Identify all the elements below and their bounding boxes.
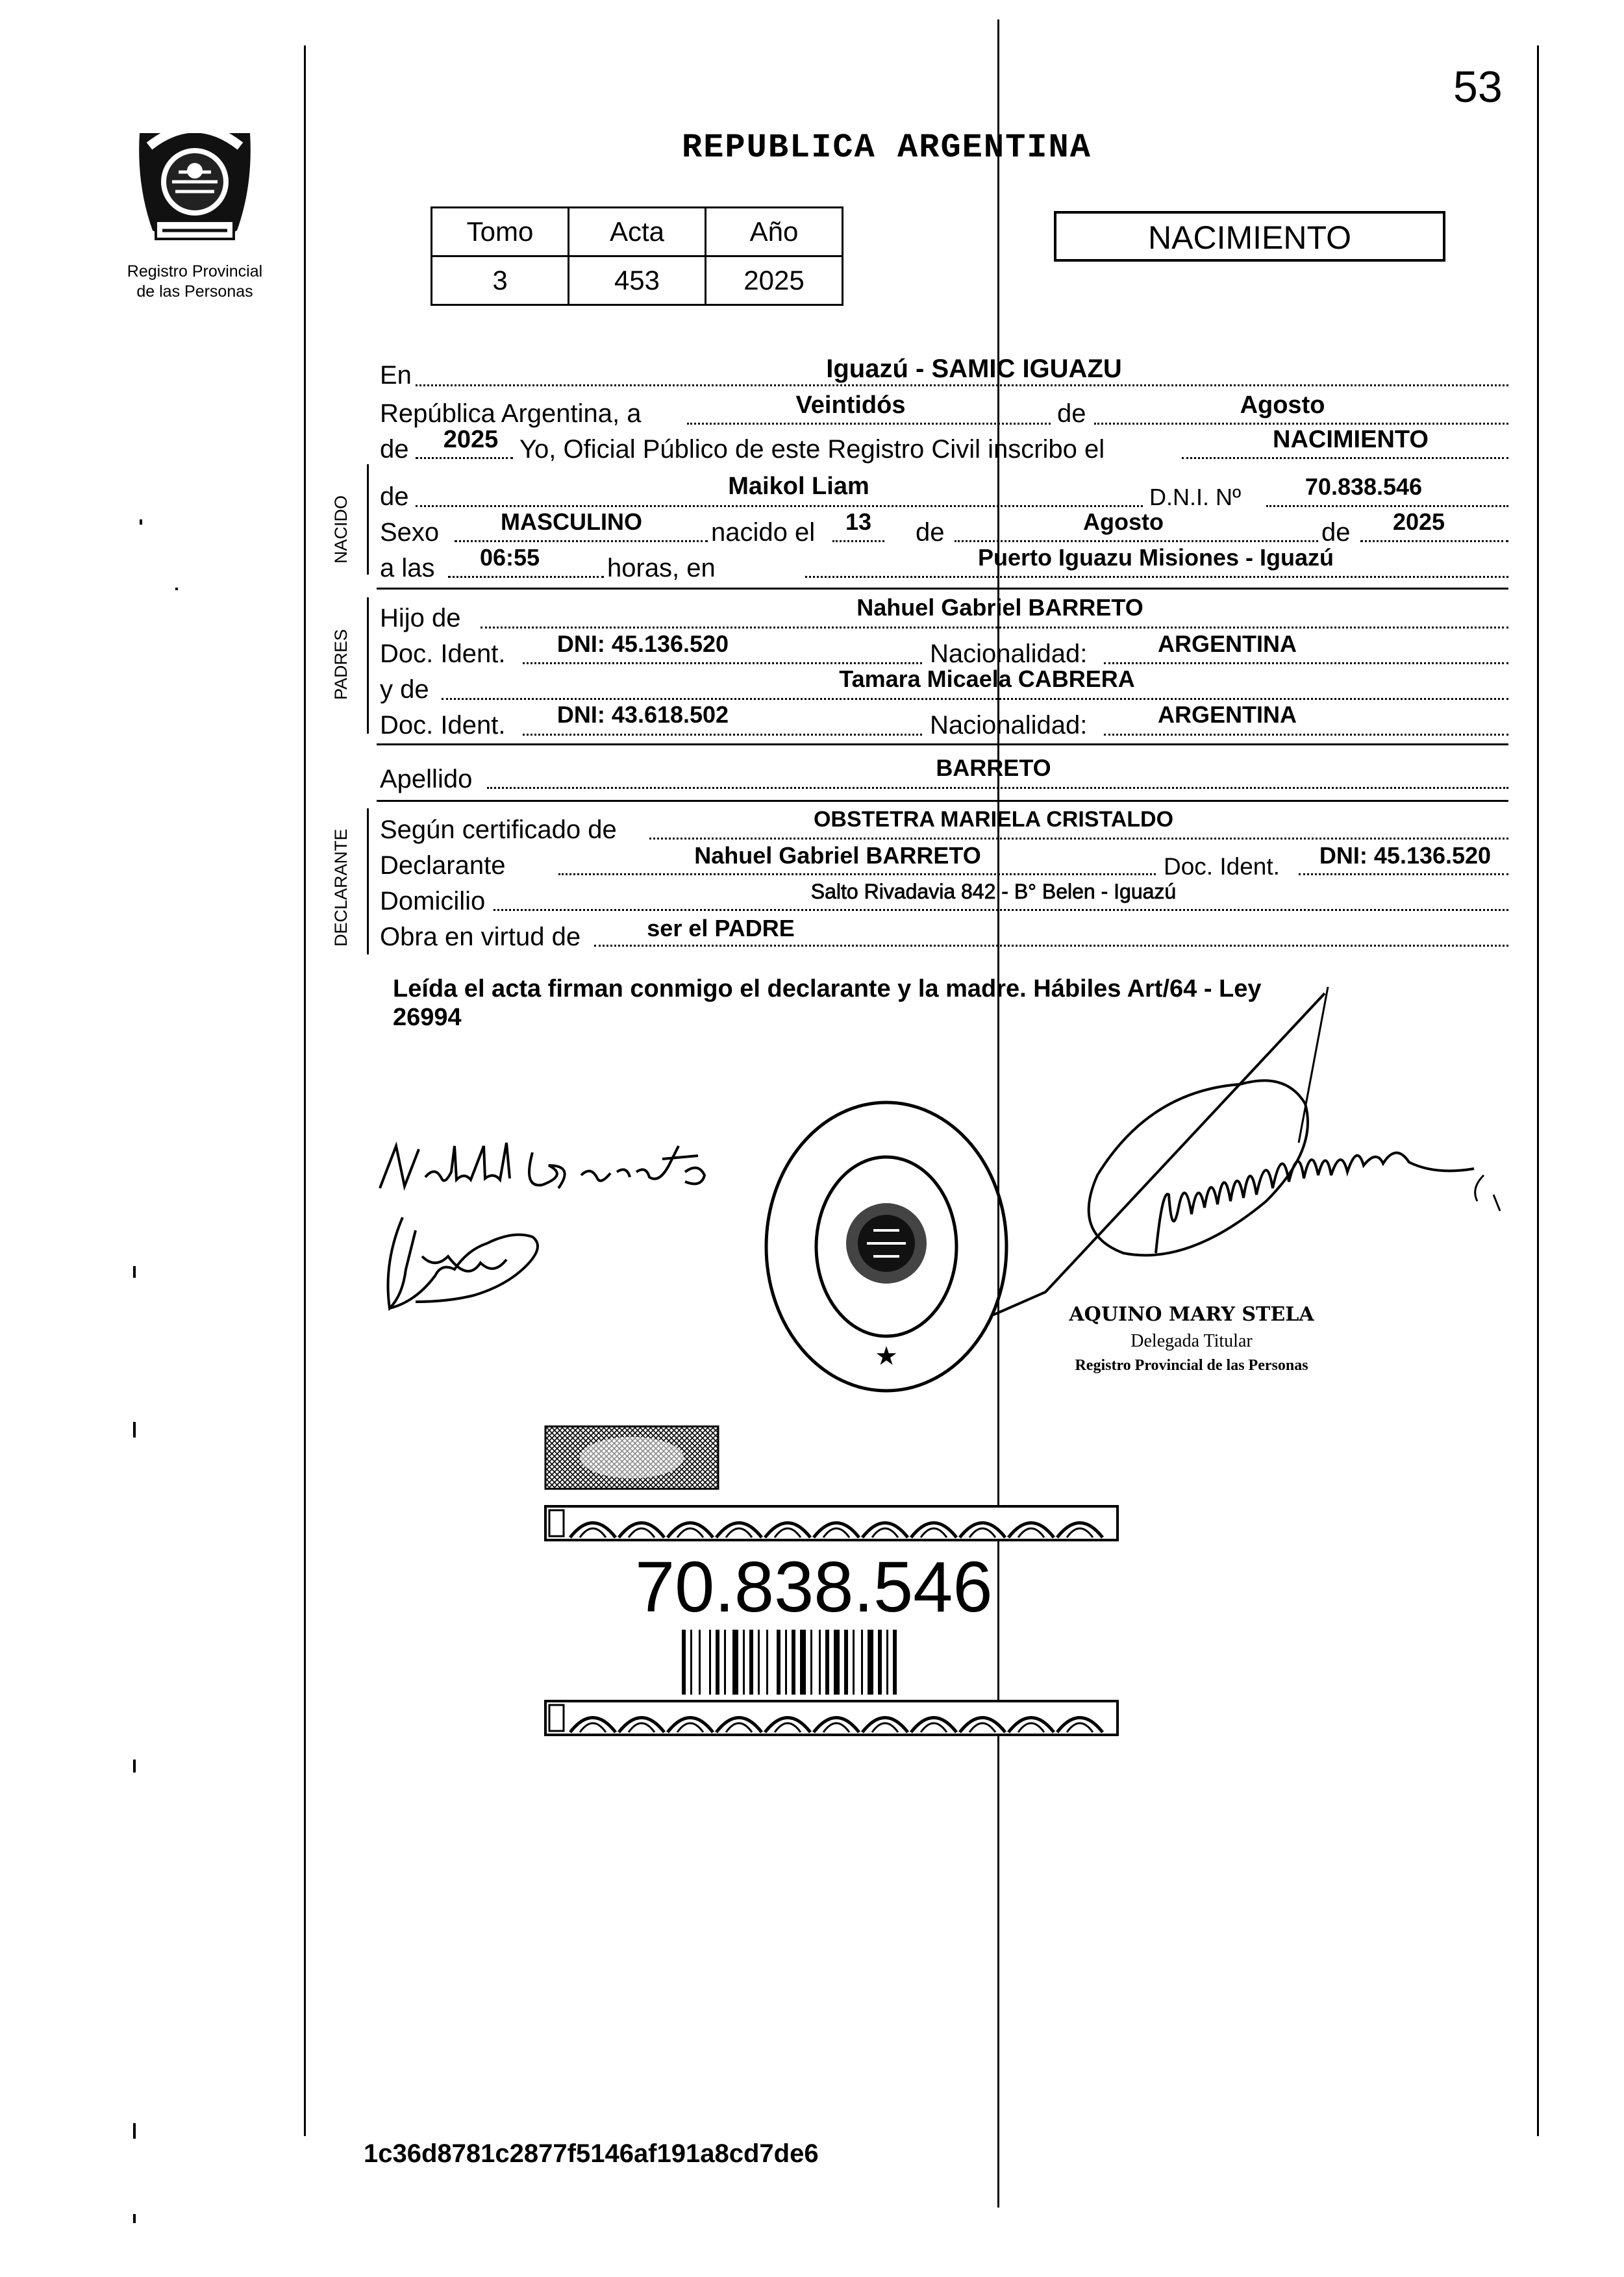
closing-line2: 26994 <box>393 1004 462 1031</box>
declarant-name: Nahuel Gabriel BARRETO <box>694 842 981 869</box>
registered-dots <box>1182 457 1508 459</box>
logo-caption-line1: Registro Provincial <box>127 262 263 280</box>
name-label: de <box>380 482 409 511</box>
right-margin-line <box>1537 45 1539 2136</box>
cert-label: Según certificado de <box>380 815 617 844</box>
record-header-acta: Acta <box>569 208 706 256</box>
security-band-bottom <box>544 1700 1119 1736</box>
obra-value: ser el PADRE <box>647 915 795 941</box>
place-value: Iguazú - SAMIC IGUAZU <box>826 355 1122 383</box>
birthplace-dots <box>805 576 1508 578</box>
apellido-label: Apellido <box>380 765 473 793</box>
born-month-label: de <box>916 518 945 547</box>
apellido-dots <box>487 787 1508 789</box>
birth-time: 06:55 <box>479 544 540 571</box>
child-name: Maikol Liam <box>728 473 869 500</box>
time-dots <box>448 576 604 578</box>
father-name: Nahuel Gabriel BARRETO <box>856 594 1143 621</box>
father-label: Hijo de <box>380 604 461 632</box>
official-signature <box>993 980 1519 1318</box>
father-doc-label: Doc. Ident. <box>380 640 506 668</box>
registered-type: NACIMIENTO <box>1273 426 1429 453</box>
born-month: Agosto <box>1083 508 1164 535</box>
mother-nat-dots <box>1104 734 1508 736</box>
record-value-tomo: 3 <box>432 256 569 305</box>
security-hologram <box>544 1425 719 1490</box>
born-month-dots <box>955 540 1318 542</box>
record-header-anio: Año <box>706 208 843 256</box>
record-table <box>431 206 843 306</box>
born-year: 2025 <box>1392 508 1445 535</box>
birthplace: Puerto Iguazu Misiones - Iguazú <box>977 544 1334 571</box>
scan-speck <box>133 1760 136 1773</box>
mother-label: y de <box>380 675 429 704</box>
father-dots <box>481 627 1508 628</box>
scan-speck <box>133 2214 136 2223</box>
declarante-section-label: DECLARANTE <box>331 828 351 947</box>
divider-1 <box>377 588 1508 590</box>
father-nat-dots <box>1104 662 1508 664</box>
born-year-label: de <box>1321 518 1351 547</box>
official-office: Registro Provincial de las Personas <box>1075 1357 1308 1374</box>
born-label: nacido el <box>711 518 816 547</box>
domicile-label: Domicilio <box>380 887 486 915</box>
father-doc-dots <box>523 662 922 664</box>
mother-dots <box>442 698 1508 700</box>
officer-text: Yo, Oficial Público de este Registro Civil inscribo el <box>519 435 1105 464</box>
father-doc: DNI: 45.136.520 <box>556 630 729 657</box>
declarant-doc-label: Doc. Ident. <box>1164 853 1280 880</box>
mother-nationality: ARGENTINA <box>1158 701 1297 728</box>
page-number: 53 <box>1453 62 1503 112</box>
padres-section-label: PADRES <box>331 628 351 700</box>
cert-value: OBSTETRA MARIELA CRISTALDO <box>813 807 1174 832</box>
record-value-acta: 453 <box>569 256 706 305</box>
record-type: NACIMIENTO <box>1148 219 1351 256</box>
barcode <box>681 1630 1018 1695</box>
scan-speck <box>133 2123 136 2139</box>
registry-stamp <box>760 1097 1013 1396</box>
provincial-logo <box>127 107 263 256</box>
father-nat-label: Nacionalidad: <box>930 640 1088 668</box>
scan-speck <box>175 588 178 590</box>
born-day-dots <box>832 540 884 542</box>
date-month-dots <box>1094 423 1508 425</box>
place-label: En <box>380 361 412 390</box>
mother-nat-label: Nacionalidad: <box>930 711 1088 740</box>
record-type-box <box>1054 211 1445 262</box>
declarant-dots <box>558 873 1156 875</box>
child-sex: MASCULINO <box>501 508 642 535</box>
security-band-top <box>544 1505 1119 1541</box>
dni-dots <box>1266 505 1508 507</box>
logo-caption <box>97 262 292 303</box>
declarant-label: Declarante <box>380 851 506 880</box>
id-number: 70.838.546 <box>635 1547 993 1627</box>
date-day: Veintidós <box>795 392 906 419</box>
father-nationality: ARGENTINA <box>1158 630 1297 657</box>
declarant-doc: DNI: 45.136.520 <box>1319 842 1492 869</box>
domicile-dots <box>493 909 1508 911</box>
obra-label: Obra en virtud de <box>380 923 581 951</box>
padres-bracket <box>367 597 369 734</box>
time-label: a las <box>380 554 435 582</box>
date-year-dots <box>416 457 513 459</box>
divider-3 <box>377 800 1508 802</box>
logo-caption-line2: de las Personas <box>136 282 253 301</box>
date-month: Agosto <box>1240 392 1325 419</box>
obra-dots <box>594 945 1508 947</box>
mother-doc-dots <box>523 734 922 736</box>
name-dots <box>416 505 1143 507</box>
nacido-section-label: NACIDO <box>331 495 351 564</box>
country-heading: REPUBLICA ARGENTINA <box>682 129 1092 167</box>
place-dots <box>416 384 1508 386</box>
divider-2 <box>377 743 1508 745</box>
hours-label: horas, en <box>607 554 716 582</box>
mother-doc: DNI: 43.618.502 <box>556 701 729 728</box>
official-block <box>1010 1303 1373 1375</box>
scan-speck <box>133 1266 136 1278</box>
sex-label: Sexo <box>380 518 440 547</box>
date-label: República Argentina, a <box>380 399 642 428</box>
date-day-dots <box>687 423 1051 425</box>
document-hash: 1c36d8781c2877f5146af191a8cd7de6 <box>364 2139 819 2168</box>
svg-text:★: ★ <box>875 1341 898 1371</box>
declarant-signature <box>373 1126 737 1204</box>
sex-dots <box>455 540 708 542</box>
record-value-anio: 2025 <box>706 256 843 305</box>
scan-speck <box>133 1422 136 1437</box>
child-dni: 70.838.546 <box>1305 473 1423 500</box>
declarant-doc-dots <box>1299 873 1508 875</box>
official-name: AQUINO MARY STELA <box>1069 1303 1314 1326</box>
date-year-label: de <box>380 435 409 464</box>
dni-label: D.N.I. Nº <box>1149 484 1242 510</box>
nacido-bracket <box>367 464 369 575</box>
date-month-label: de <box>1057 399 1086 428</box>
scan-speck <box>140 519 142 525</box>
declarante-bracket <box>367 808 369 954</box>
born-day: 13 <box>845 508 872 535</box>
left-margin-line <box>304 45 306 2136</box>
cert-dots <box>649 838 1508 840</box>
closing-line1: Leída el acta firman conmigo el declarante y la madre. Hábiles Art/64 - Ley <box>393 975 1262 1002</box>
mother-doc-label: Doc. Ident. <box>380 711 506 740</box>
record-header-tomo: Tomo <box>432 208 569 256</box>
date-year: 2025 <box>443 426 499 453</box>
mother-name: Tamara Micaela CABRERA <box>839 666 1135 692</box>
official-title: Delegada Titular <box>1131 1331 1253 1351</box>
apellido-value: BARRETO <box>936 754 1051 781</box>
mother-signature <box>377 1204 552 1318</box>
domicile-value: Salto Rivadavia 842 - B° Belen - Iguazú <box>810 880 1177 903</box>
born-year-dots <box>1360 540 1508 542</box>
